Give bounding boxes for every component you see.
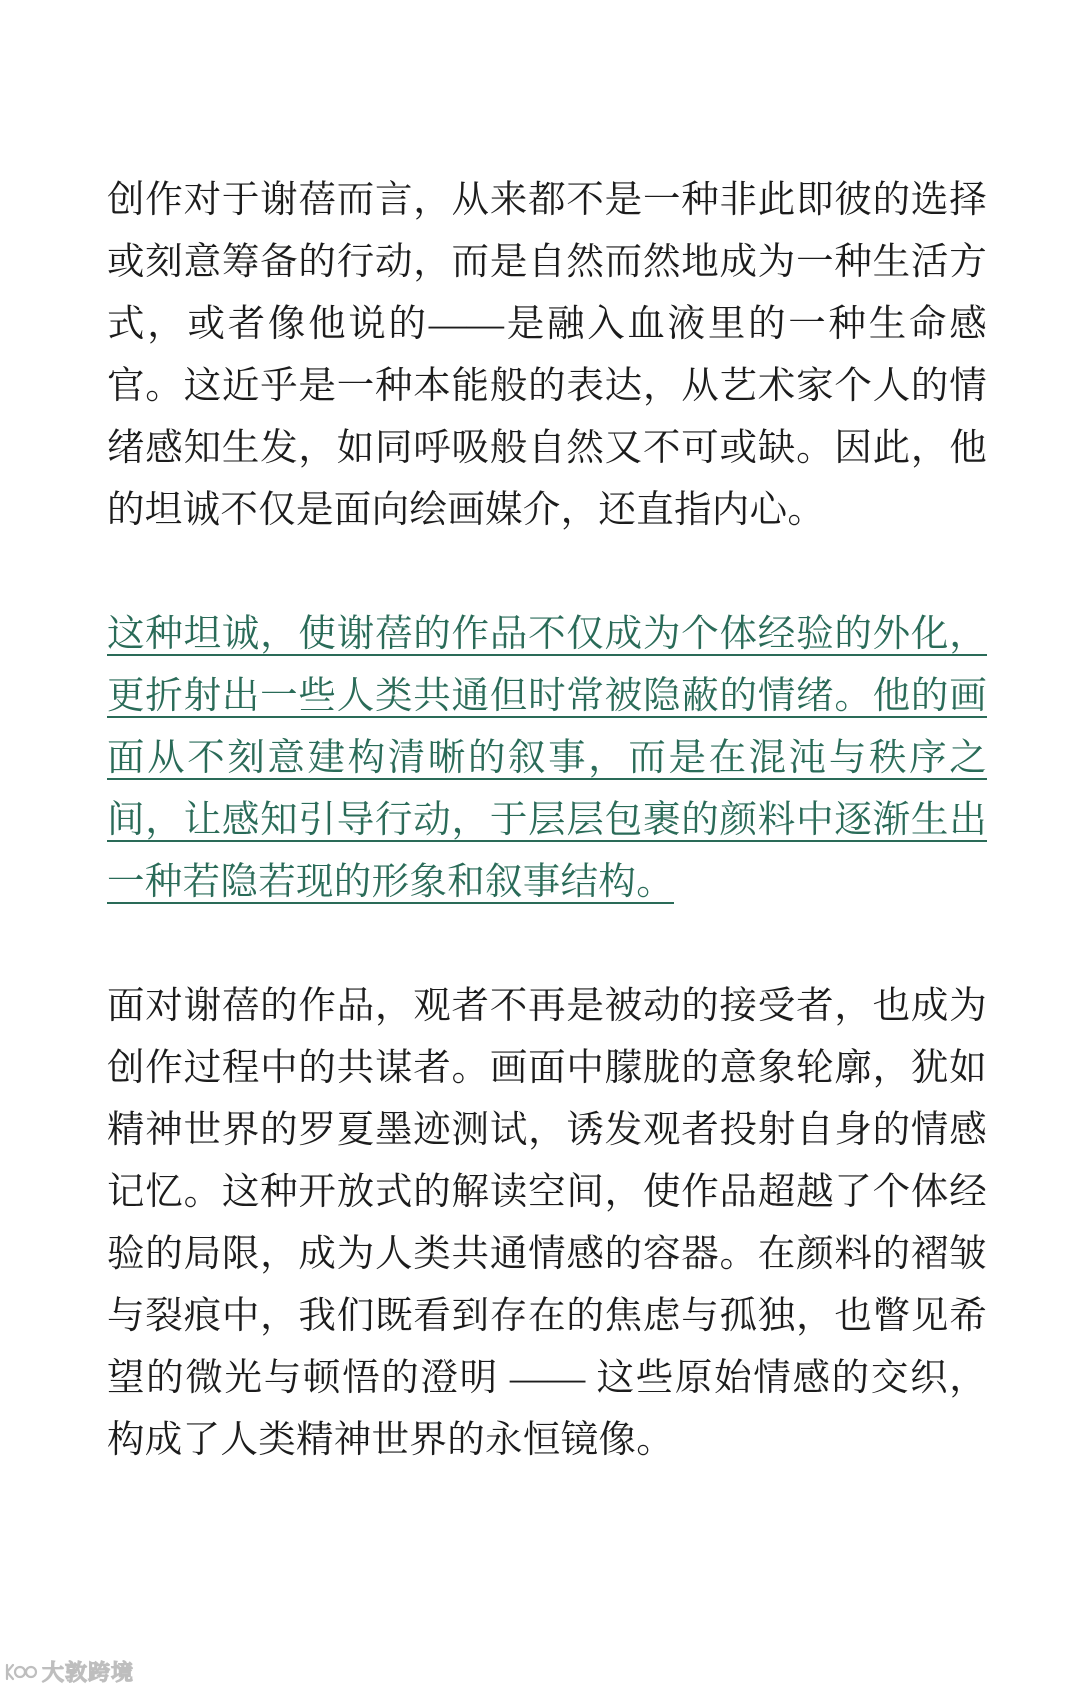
article-body [107,170,987,1472]
watermark-text: 大敦跨境 [42,1661,135,1686]
paragraph-intro: 创作对于谢蓓而言，从来都不是一种非此即彼的选择或刻意筹备的行动，而是自然而然地成为一种生活方式，或者像他说的——是融入血液里的一种生命感官。这近乎是一种本能般的表达，从艺术家个人的情绪感知生发，如同呼吸般自然又不可或缺。因此，他的坦诚不仅是面向绘画媒介，还直指内心。 [107,180,987,531]
paragraph-conclusion: 面对谢蓓的作品，观者不再是被动的接受者，也成为创作过程中的共谋者。画面中朦胧的意象轮廓，犹如精神世界的罗夏墨迹测试，诱发观者投射自身的情感记忆。这种开放式的解读空间，使作品超越了个体经验的局限，成为人类共通情感的容器。在颜料的褶皱与裂痕中，我们既看到存在的焦虑与孤独，也瞥见希望的微光与顿悟的澄明 —— 这些原始情感的交织，构成了人类精神世界的永恒镜像。 [107,986,987,1461]
logo-icon [4,1659,38,1685]
watermark [4,1656,134,1687]
paragraph-highlight-block [107,604,987,914]
highlighted-quote: 这种坦诚，使谢蓓的作品不仅成为个体经验的外化，更折射出一些人类共通但时常被隐蔽的情绪。他的画面从不刻意建构清晰的叙事，而是在混沌与秩序之间，让感知引导行动，于层层包裹的颜料中逐渐生出一种若隐若现的形象和叙事结构。 [107,614,987,903]
